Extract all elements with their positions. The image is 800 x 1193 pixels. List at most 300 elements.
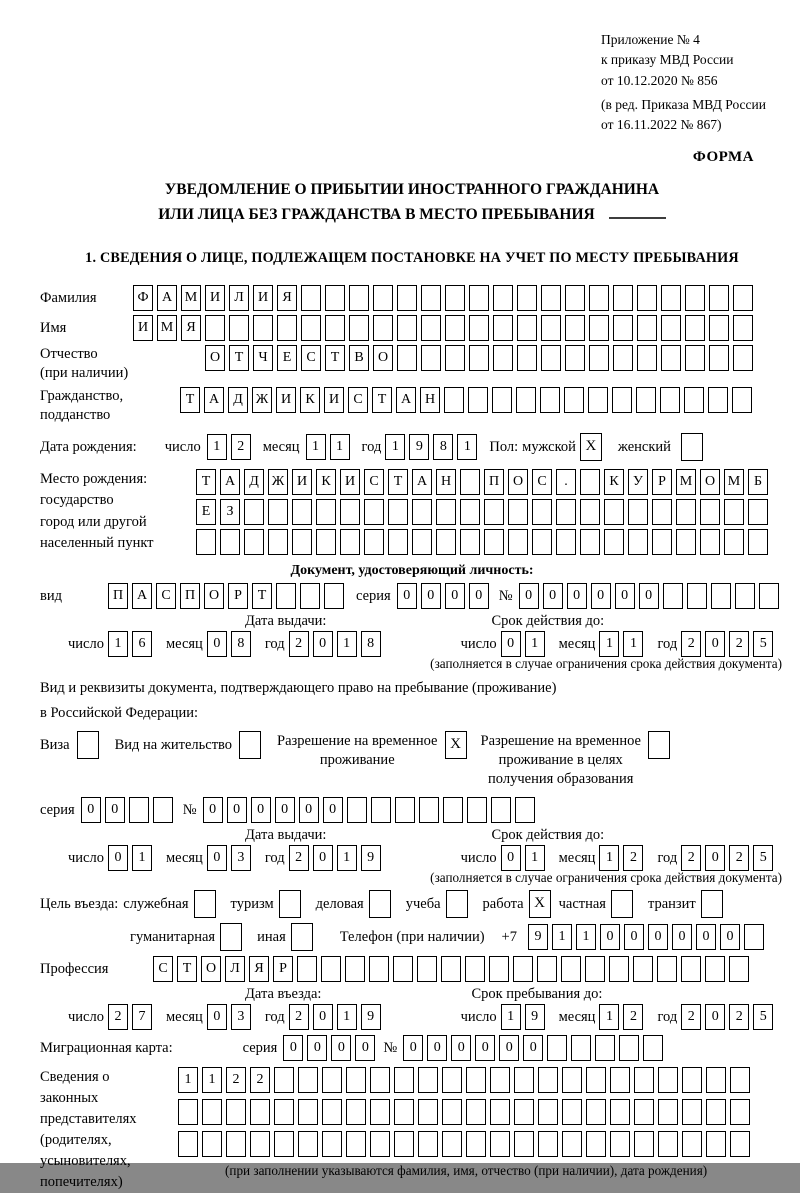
char-cell[interactable]: Ж: [268, 469, 288, 495]
char-cell[interactable]: [484, 529, 504, 555]
char-cell[interactable]: [685, 315, 705, 341]
char-cell[interactable]: [589, 345, 609, 371]
char-cell[interactable]: [292, 499, 312, 525]
char-cell[interactable]: 0: [299, 797, 319, 823]
char-cell[interactable]: К: [316, 469, 336, 495]
char-cell[interactable]: [347, 797, 367, 823]
char-cell[interactable]: [153, 797, 173, 823]
char-cell[interactable]: [684, 387, 704, 413]
char-cell[interactable]: 0: [591, 583, 611, 609]
char-cell[interactable]: [658, 1067, 678, 1093]
char-cell[interactable]: [268, 529, 288, 555]
char-cell[interactable]: [412, 499, 432, 525]
char-cell[interactable]: [661, 345, 681, 371]
char-cell[interactable]: [349, 315, 369, 341]
char-cell[interactable]: [196, 529, 216, 555]
char-cell[interactable]: И: [324, 387, 344, 413]
char-cell[interactable]: Т: [325, 345, 345, 371]
checkbox-cell[interactable]: [279, 890, 301, 918]
char-cell[interactable]: 0: [275, 797, 295, 823]
char-cell[interactable]: 2: [289, 845, 309, 871]
checkbox-cell[interactable]: [291, 923, 313, 951]
char-cell[interactable]: М: [676, 469, 696, 495]
char-cell[interactable]: [513, 956, 533, 982]
char-cell[interactable]: [604, 499, 624, 525]
char-cell[interactable]: О: [373, 345, 393, 371]
char-cell[interactable]: [706, 1131, 726, 1157]
char-cell[interactable]: 0: [567, 583, 587, 609]
char-cell[interactable]: 9: [361, 845, 381, 871]
char-cell[interactable]: [517, 285, 537, 311]
char-cell[interactable]: [706, 1067, 726, 1093]
char-cell[interactable]: 0: [81, 797, 101, 823]
char-cell[interactable]: [397, 285, 417, 311]
char-cell[interactable]: [244, 529, 264, 555]
char-cell[interactable]: С: [156, 583, 176, 609]
char-cell[interactable]: 1: [385, 434, 405, 460]
char-cell[interactable]: [610, 1067, 630, 1093]
char-cell[interactable]: [321, 956, 341, 982]
char-cell[interactable]: 1: [599, 1004, 619, 1030]
char-cell[interactable]: [652, 499, 672, 525]
char-cell[interactable]: 0: [445, 583, 465, 609]
char-cell[interactable]: Р: [652, 469, 672, 495]
char-cell[interactable]: [445, 315, 465, 341]
char-cell[interactable]: 1: [525, 631, 545, 657]
char-cell[interactable]: [682, 1131, 702, 1157]
char-cell[interactable]: 0: [397, 583, 417, 609]
char-cell[interactable]: [682, 1099, 702, 1125]
char-cell[interactable]: [369, 956, 389, 982]
char-cell[interactable]: П: [484, 469, 504, 495]
char-cell[interactable]: [346, 1131, 366, 1157]
char-cell[interactable]: [298, 1131, 318, 1157]
char-cell[interactable]: О: [204, 583, 224, 609]
char-cell[interactable]: [515, 797, 535, 823]
char-cell[interactable]: [748, 499, 768, 525]
char-cell[interactable]: [322, 1131, 342, 1157]
char-cell[interactable]: [244, 499, 264, 525]
char-cell[interactable]: 0: [639, 583, 659, 609]
char-cell[interactable]: 1: [108, 631, 128, 657]
char-cell[interactable]: 1: [306, 434, 326, 460]
char-cell[interactable]: [178, 1099, 198, 1125]
char-cell[interactable]: [436, 499, 456, 525]
char-cell[interactable]: 9: [409, 434, 429, 460]
char-cell[interactable]: [418, 1067, 438, 1093]
char-cell[interactable]: [274, 1131, 294, 1157]
char-cell[interactable]: [226, 1099, 246, 1125]
char-cell[interactable]: [364, 499, 384, 525]
char-cell[interactable]: 1: [457, 434, 477, 460]
char-cell[interactable]: [346, 1099, 366, 1125]
char-cell[interactable]: [657, 956, 677, 982]
char-cell[interactable]: С: [348, 387, 368, 413]
char-cell[interactable]: [724, 499, 744, 525]
char-cell[interactable]: 0: [624, 924, 644, 950]
char-cell[interactable]: О: [205, 345, 225, 371]
char-cell[interactable]: 2: [729, 845, 749, 871]
char-cell[interactable]: 0: [421, 583, 441, 609]
char-cell[interactable]: [394, 1067, 414, 1093]
checkbox-cell[interactable]: [681, 433, 703, 461]
char-cell[interactable]: [395, 797, 415, 823]
char-cell[interactable]: [589, 285, 609, 311]
char-cell[interactable]: Я: [249, 956, 269, 982]
char-cell[interactable]: [490, 1131, 510, 1157]
char-cell[interactable]: 0: [207, 631, 227, 657]
char-cell[interactable]: [178, 1131, 198, 1157]
char-cell[interactable]: [301, 285, 321, 311]
char-cell[interactable]: Т: [196, 469, 216, 495]
char-cell[interactable]: У: [628, 469, 648, 495]
char-cell[interactable]: 0: [323, 797, 343, 823]
checkbox-cell[interactable]: X: [580, 433, 602, 461]
char-cell[interactable]: [724, 529, 744, 555]
char-cell[interactable]: [586, 1099, 606, 1125]
char-cell[interactable]: И: [133, 315, 153, 341]
char-cell[interactable]: [516, 387, 536, 413]
char-cell[interactable]: [538, 1067, 558, 1093]
char-cell[interactable]: И: [292, 469, 312, 495]
char-cell[interactable]: [514, 1067, 534, 1093]
char-cell[interactable]: Д: [228, 387, 248, 413]
char-cell[interactable]: 1: [337, 631, 357, 657]
char-cell[interactable]: [564, 387, 584, 413]
char-cell[interactable]: Л: [229, 285, 249, 311]
char-cell[interactable]: 7: [132, 1004, 152, 1030]
char-cell[interactable]: 0: [203, 797, 223, 823]
char-cell[interactable]: [634, 1131, 654, 1157]
char-cell[interactable]: [468, 387, 488, 413]
char-cell[interactable]: [421, 315, 441, 341]
char-cell[interactable]: [637, 345, 657, 371]
char-cell[interactable]: 0: [283, 1035, 303, 1061]
char-cell[interactable]: [443, 797, 463, 823]
char-cell[interactable]: Т: [372, 387, 392, 413]
char-cell[interactable]: [340, 529, 360, 555]
char-cell[interactable]: [274, 1099, 294, 1125]
char-cell[interactable]: [445, 345, 465, 371]
char-cell[interactable]: [735, 583, 755, 609]
char-cell[interactable]: Ф: [133, 285, 153, 311]
char-cell[interactable]: [460, 499, 480, 525]
char-cell[interactable]: 8: [361, 631, 381, 657]
char-cell[interactable]: [580, 529, 600, 555]
char-cell[interactable]: [442, 1131, 462, 1157]
char-cell[interactable]: [628, 499, 648, 525]
char-cell[interactable]: [730, 1067, 750, 1093]
checkbox-cell[interactable]: [220, 923, 242, 951]
char-cell[interactable]: [292, 529, 312, 555]
char-cell[interactable]: Е: [277, 345, 297, 371]
char-cell[interactable]: [706, 1099, 726, 1125]
char-cell[interactable]: Д: [244, 469, 264, 495]
char-cell[interactable]: [220, 529, 240, 555]
char-cell[interactable]: А: [412, 469, 432, 495]
char-cell[interactable]: [514, 1099, 534, 1125]
char-cell[interactable]: 5: [753, 631, 773, 657]
char-cell[interactable]: [276, 583, 296, 609]
char-cell[interactable]: 1: [330, 434, 350, 460]
char-cell[interactable]: 0: [696, 924, 716, 950]
char-cell[interactable]: [565, 345, 585, 371]
char-cell[interactable]: О: [508, 469, 528, 495]
char-cell[interactable]: [393, 956, 413, 982]
char-cell[interactable]: 0: [403, 1035, 423, 1061]
char-cell[interactable]: [565, 315, 585, 341]
char-cell[interactable]: Т: [388, 469, 408, 495]
char-cell[interactable]: [538, 1131, 558, 1157]
char-cell[interactable]: [465, 956, 485, 982]
char-cell[interactable]: 1: [501, 1004, 521, 1030]
char-cell[interactable]: [637, 315, 657, 341]
checkbox-cell[interactable]: [77, 731, 99, 759]
char-cell[interactable]: 0: [313, 1004, 333, 1030]
char-cell[interactable]: [547, 1035, 567, 1061]
char-cell[interactable]: [466, 1099, 486, 1125]
char-cell[interactable]: [643, 1035, 663, 1061]
char-cell[interactable]: [325, 285, 345, 311]
char-cell[interactable]: Т: [252, 583, 272, 609]
char-cell[interactable]: [685, 345, 705, 371]
char-cell[interactable]: [556, 499, 576, 525]
char-cell[interactable]: 0: [313, 631, 333, 657]
char-cell[interactable]: [613, 315, 633, 341]
char-cell[interactable]: [589, 315, 609, 341]
char-cell[interactable]: 1: [337, 1004, 357, 1030]
char-cell[interactable]: [585, 956, 605, 982]
char-cell[interactable]: [748, 529, 768, 555]
char-cell[interactable]: [316, 499, 336, 525]
char-cell[interactable]: [460, 529, 480, 555]
char-cell[interactable]: М: [724, 469, 744, 495]
char-cell[interactable]: [730, 1131, 750, 1157]
char-cell[interactable]: [532, 529, 552, 555]
char-cell[interactable]: 0: [355, 1035, 375, 1061]
char-cell[interactable]: 0: [451, 1035, 471, 1061]
char-cell[interactable]: [517, 345, 537, 371]
checkbox-cell[interactable]: [648, 731, 670, 759]
char-cell[interactable]: [460, 469, 480, 495]
char-cell[interactable]: [205, 315, 225, 341]
char-cell[interactable]: [419, 797, 439, 823]
checkbox-cell[interactable]: [194, 890, 216, 918]
char-cell[interactable]: [493, 315, 513, 341]
char-cell[interactable]: [490, 1099, 510, 1125]
char-cell[interactable]: 1: [599, 631, 619, 657]
char-cell[interactable]: 2: [289, 1004, 309, 1030]
char-cell[interactable]: [322, 1067, 342, 1093]
char-cell[interactable]: М: [157, 315, 177, 341]
char-cell[interactable]: [759, 583, 779, 609]
char-cell[interactable]: [733, 285, 753, 311]
char-cell[interactable]: [652, 529, 672, 555]
char-cell[interactable]: [676, 529, 696, 555]
char-cell[interactable]: [685, 285, 705, 311]
char-cell[interactable]: 1: [202, 1067, 222, 1093]
char-cell[interactable]: А: [396, 387, 416, 413]
char-cell[interactable]: [394, 1131, 414, 1157]
char-cell[interactable]: [711, 583, 731, 609]
char-cell[interactable]: [661, 315, 681, 341]
char-cell[interactable]: 0: [108, 845, 128, 871]
char-cell[interactable]: 2: [623, 1004, 643, 1030]
char-cell[interactable]: 0: [501, 631, 521, 657]
char-cell[interactable]: [202, 1099, 222, 1125]
char-cell[interactable]: [610, 1131, 630, 1157]
char-cell[interactable]: Ч: [253, 345, 273, 371]
char-cell[interactable]: [373, 315, 393, 341]
char-cell[interactable]: [484, 499, 504, 525]
char-cell[interactable]: [229, 315, 249, 341]
char-cell[interactable]: [444, 387, 464, 413]
char-cell[interactable]: [469, 315, 489, 341]
char-cell[interactable]: И: [205, 285, 225, 311]
char-cell[interactable]: 2: [681, 845, 701, 871]
char-cell[interactable]: [658, 1131, 678, 1157]
char-cell[interactable]: [466, 1067, 486, 1093]
char-cell[interactable]: 1: [525, 845, 545, 871]
char-cell[interactable]: Н: [436, 469, 456, 495]
char-cell[interactable]: [681, 956, 701, 982]
char-cell[interactable]: [508, 529, 528, 555]
char-cell[interactable]: 9: [528, 924, 548, 950]
char-cell[interactable]: [370, 1131, 390, 1157]
checkbox-cell[interactable]: [701, 890, 723, 918]
char-cell[interactable]: [274, 1067, 294, 1093]
char-cell[interactable]: [492, 387, 512, 413]
char-cell[interactable]: [588, 387, 608, 413]
char-cell[interactable]: 9: [525, 1004, 545, 1030]
char-cell[interactable]: 0: [519, 583, 539, 609]
char-cell[interactable]: Т: [180, 387, 200, 413]
char-cell[interactable]: 2: [681, 631, 701, 657]
char-cell[interactable]: [397, 345, 417, 371]
char-cell[interactable]: [532, 499, 552, 525]
char-cell[interactable]: [633, 956, 653, 982]
char-cell[interactable]: С: [532, 469, 552, 495]
char-cell[interactable]: [445, 285, 465, 311]
char-cell[interactable]: [421, 285, 441, 311]
char-cell[interactable]: 2: [226, 1067, 246, 1093]
char-cell[interactable]: [202, 1131, 222, 1157]
char-cell[interactable]: [562, 1067, 582, 1093]
char-cell[interactable]: 0: [307, 1035, 327, 1061]
char-cell[interactable]: [729, 956, 749, 982]
char-cell[interactable]: [556, 529, 576, 555]
char-cell[interactable]: Ж: [252, 387, 272, 413]
char-cell[interactable]: М: [181, 285, 201, 311]
char-cell[interactable]: 1: [552, 924, 572, 950]
char-cell[interactable]: [540, 387, 560, 413]
char-cell[interactable]: 1: [576, 924, 596, 950]
char-cell[interactable]: [709, 285, 729, 311]
char-cell[interactable]: 0: [331, 1035, 351, 1061]
char-cell[interactable]: [586, 1131, 606, 1157]
char-cell[interactable]: [466, 1131, 486, 1157]
char-cell[interactable]: 1: [337, 845, 357, 871]
char-cell[interactable]: [298, 1099, 318, 1125]
char-cell[interactable]: А: [220, 469, 240, 495]
char-cell[interactable]: [489, 956, 509, 982]
char-cell[interactable]: [612, 387, 632, 413]
char-cell[interactable]: 0: [600, 924, 620, 950]
char-cell[interactable]: 2: [729, 631, 749, 657]
char-cell[interactable]: [250, 1131, 270, 1157]
char-cell[interactable]: [300, 583, 320, 609]
char-cell[interactable]: 2: [681, 1004, 701, 1030]
char-cell[interactable]: [541, 315, 561, 341]
char-cell[interactable]: 0: [105, 797, 125, 823]
char-cell[interactable]: [301, 315, 321, 341]
checkbox-cell[interactable]: [369, 890, 391, 918]
char-cell[interactable]: [580, 499, 600, 525]
char-cell[interactable]: [733, 345, 753, 371]
char-cell[interactable]: К: [604, 469, 624, 495]
char-cell[interactable]: [322, 1099, 342, 1125]
char-cell[interactable]: [733, 315, 753, 341]
char-cell[interactable]: [609, 956, 629, 982]
char-cell[interactable]: П: [108, 583, 128, 609]
char-cell[interactable]: 5: [753, 845, 773, 871]
char-cell[interactable]: 3: [231, 845, 251, 871]
char-cell[interactable]: 2: [289, 631, 309, 657]
char-cell[interactable]: 0: [469, 583, 489, 609]
char-cell[interactable]: [442, 1067, 462, 1093]
char-cell[interactable]: [660, 387, 680, 413]
char-cell[interactable]: [637, 285, 657, 311]
char-cell[interactable]: [316, 529, 336, 555]
char-cell[interactable]: [613, 345, 633, 371]
char-cell[interactable]: [370, 1099, 390, 1125]
char-cell[interactable]: 5: [753, 1004, 773, 1030]
char-cell[interactable]: [373, 285, 393, 311]
char-cell[interactable]: [619, 1035, 639, 1061]
char-cell[interactable]: [324, 583, 344, 609]
char-cell[interactable]: Л: [225, 956, 245, 982]
char-cell[interactable]: 0: [523, 1035, 543, 1061]
char-cell[interactable]: [268, 499, 288, 525]
char-cell[interactable]: [364, 529, 384, 555]
char-cell[interactable]: [493, 345, 513, 371]
char-cell[interactable]: [744, 924, 764, 950]
char-cell[interactable]: 0: [475, 1035, 495, 1061]
char-cell[interactable]: [586, 1067, 606, 1093]
char-cell[interactable]: [610, 1099, 630, 1125]
char-cell[interactable]: 2: [623, 845, 643, 871]
char-cell[interactable]: 0: [648, 924, 668, 950]
char-cell[interactable]: [658, 1099, 678, 1125]
char-cell[interactable]: Б: [748, 469, 768, 495]
char-cell[interactable]: [421, 345, 441, 371]
char-cell[interactable]: 0: [543, 583, 563, 609]
char-cell[interactable]: О: [201, 956, 221, 982]
char-cell[interactable]: [371, 797, 391, 823]
char-cell[interactable]: [700, 529, 720, 555]
char-cell[interactable]: 8: [231, 631, 251, 657]
char-cell[interactable]: [491, 797, 511, 823]
char-cell[interactable]: [514, 1131, 534, 1157]
char-cell[interactable]: [253, 315, 273, 341]
char-cell[interactable]: [226, 1131, 246, 1157]
char-cell[interactable]: Т: [177, 956, 197, 982]
char-cell[interactable]: [508, 499, 528, 525]
char-cell[interactable]: [538, 1099, 558, 1125]
char-cell[interactable]: 2: [231, 434, 251, 460]
char-cell[interactable]: [340, 499, 360, 525]
char-cell[interactable]: [636, 387, 656, 413]
